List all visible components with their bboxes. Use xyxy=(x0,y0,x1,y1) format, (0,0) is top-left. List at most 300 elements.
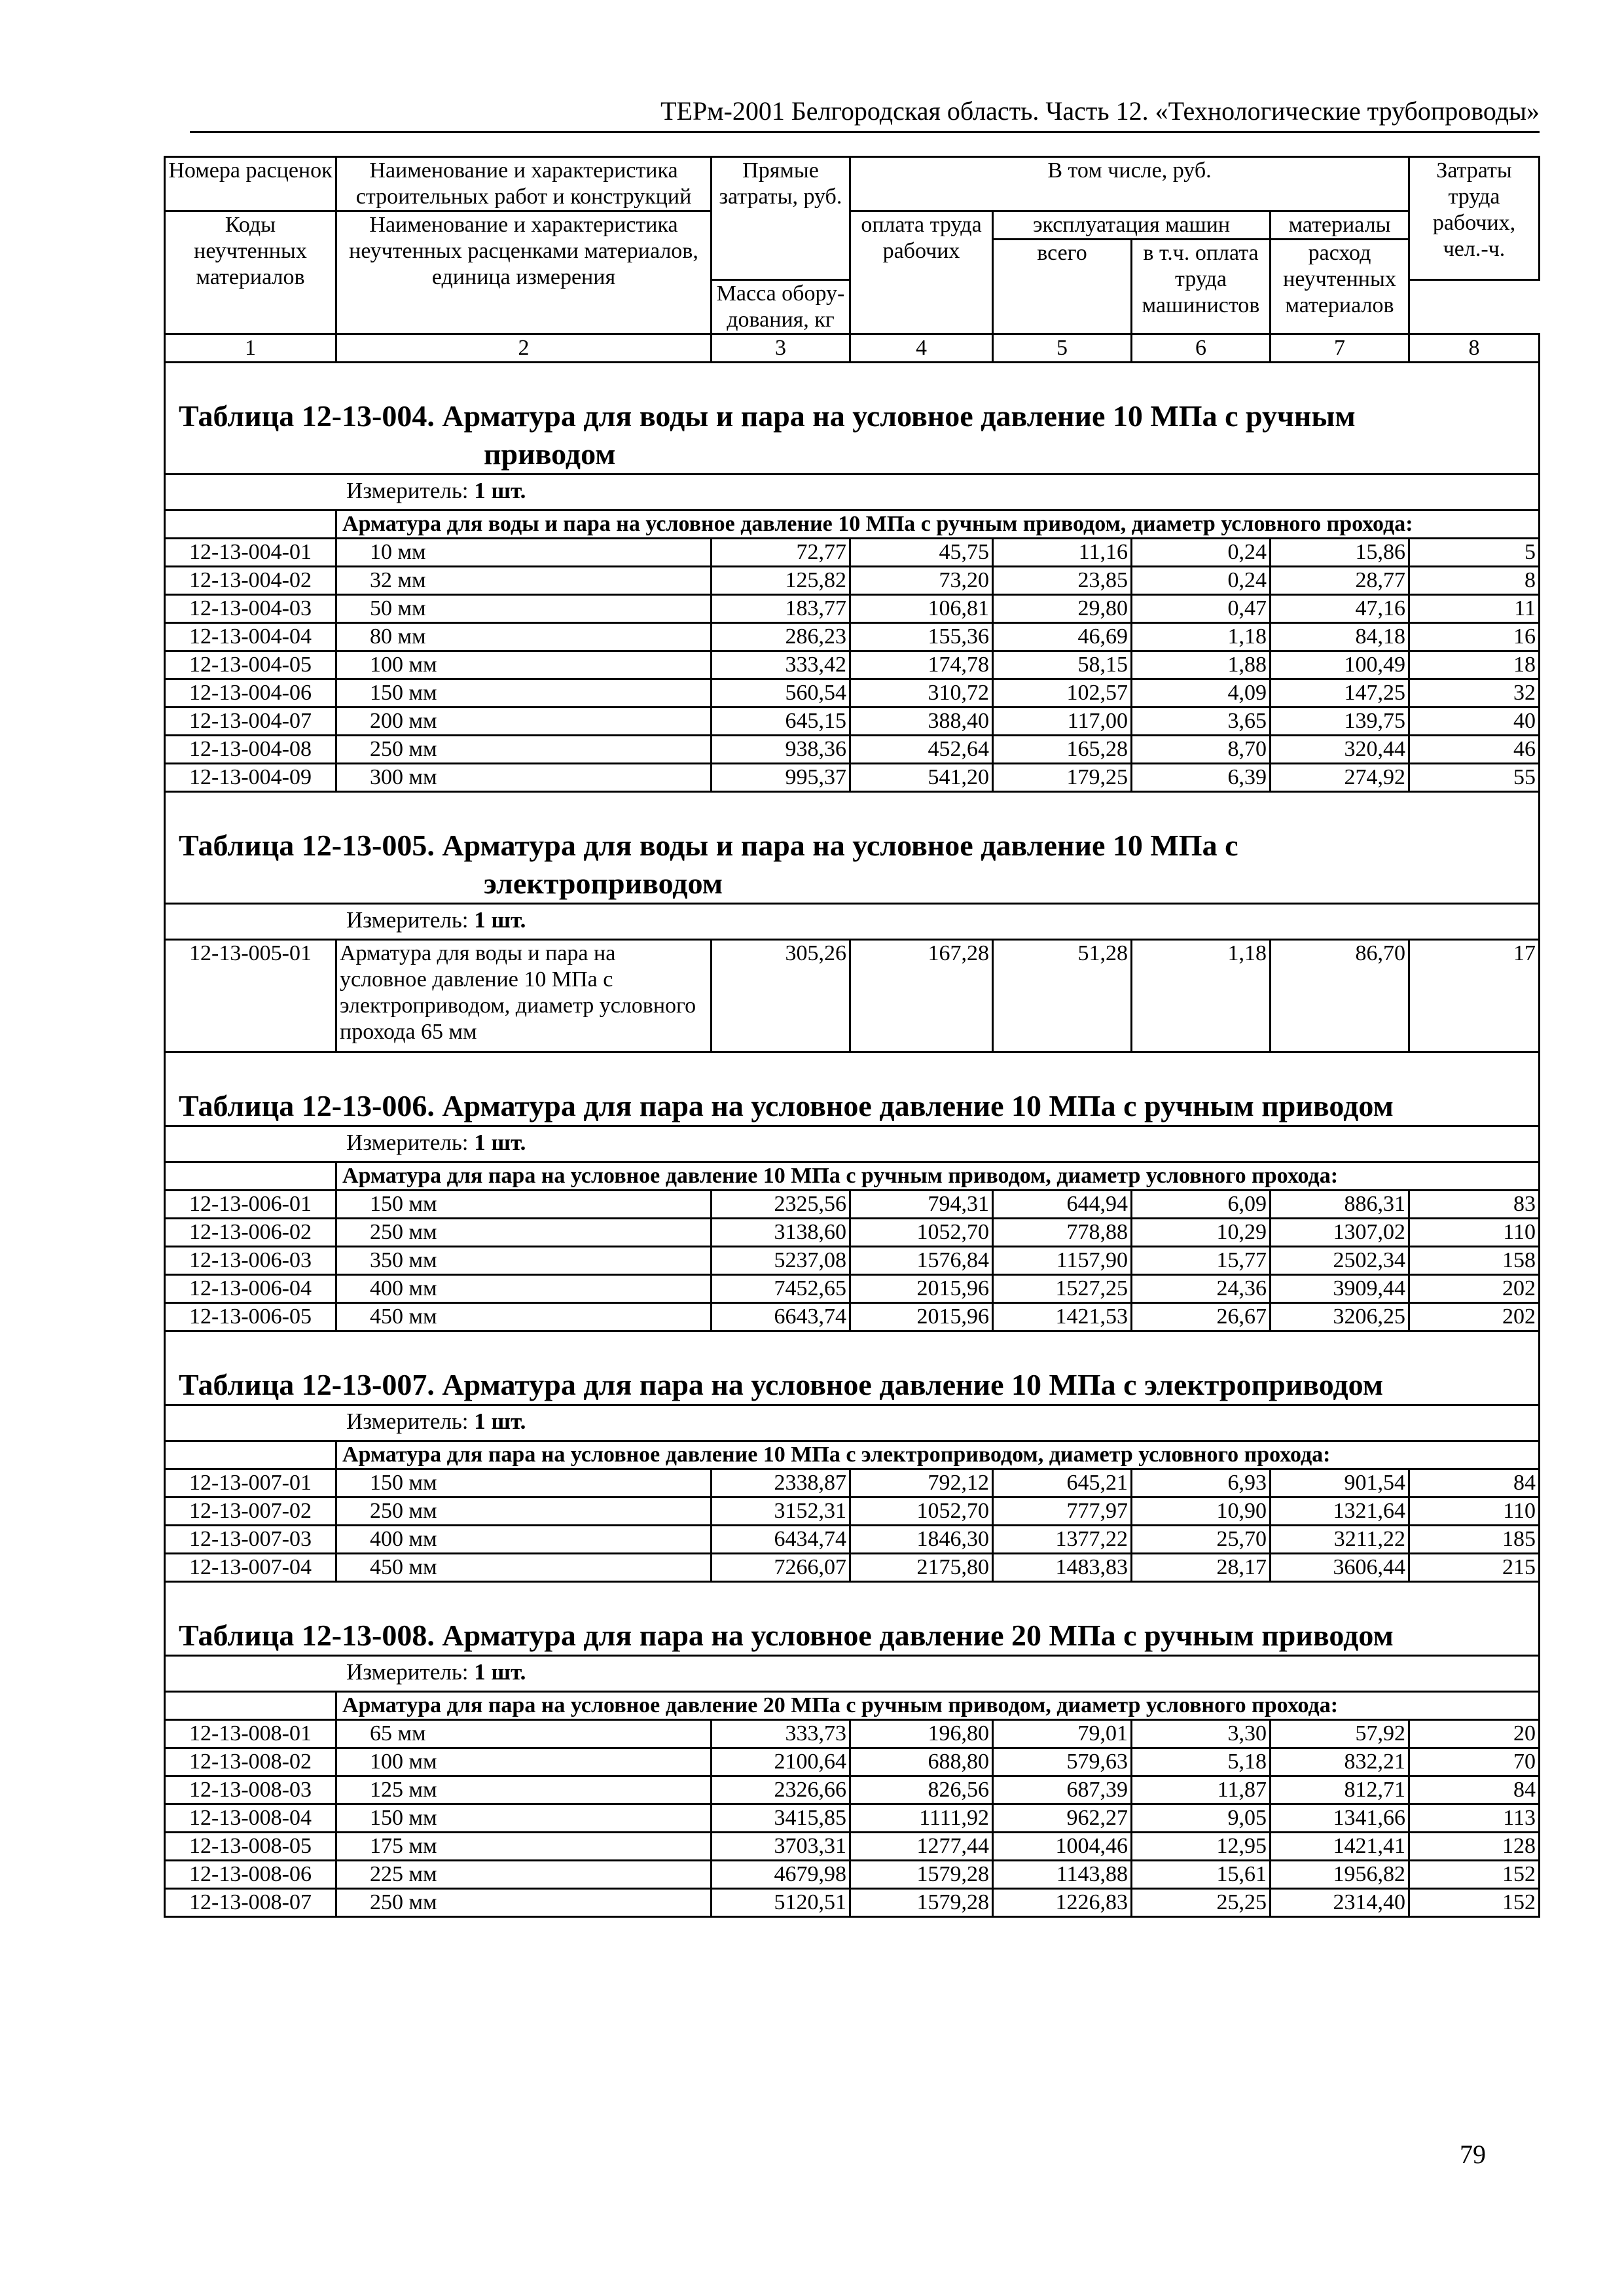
direct-costs-cell: 305,26 xyxy=(712,940,850,1052)
operator-pay-cell: 1,18 xyxy=(1132,623,1271,651)
materials-cost-cell: 84,18 xyxy=(1271,623,1409,651)
labor-hours-cell: 84 xyxy=(1409,1469,1540,1498)
rate-code-cell: 12-13-004-06 xyxy=(165,679,336,708)
direct-costs-cell: 6434,74 xyxy=(712,1526,850,1554)
operator-pay-cell: 0,24 xyxy=(1132,567,1271,595)
page-number: 79 xyxy=(1460,2140,1486,2169)
col-materials-header: расход неучтенных материалов xyxy=(1271,240,1409,334)
operator-pay-cell: 5,18 xyxy=(1132,1748,1271,1776)
direct-costs-cell: 3703,31 xyxy=(712,1833,850,1861)
materials-cost-cell: 2314,40 xyxy=(1271,1889,1409,1917)
section-title-line: Таблица 12-13-005. Арматура для воды и пара на условное давление 10 МПа с xyxy=(179,829,1238,862)
operator-pay-cell: 8,70 xyxy=(1132,736,1271,764)
work-name-cell: 400 мм xyxy=(336,1275,712,1303)
direct-costs-cell: 2326,66 xyxy=(712,1776,850,1804)
running-header: ТЕРм-2001 Белгородская область. Часть 12. «Технологические трубопроводы» xyxy=(190,96,1540,133)
rate-code-cell: 12-13-006-02 xyxy=(165,1219,336,1247)
labor-hours-cell: 202 xyxy=(1409,1303,1540,1331)
table-row xyxy=(165,1720,1540,1748)
labor-hours-cell: 158 xyxy=(1409,1247,1540,1275)
operator-pay-cell: 1,18 xyxy=(1132,940,1271,1052)
rate-code-cell: 12-13-008-05 xyxy=(165,1833,336,1861)
rate-code-cell: 12-13-007-02 xyxy=(165,1498,336,1526)
work-name-cell: 450 мм xyxy=(336,1554,712,1582)
measure-label: Измеритель: xyxy=(346,478,469,503)
section-title-line: Таблица 12-13-007. Арматура для пара на условное давление 10 МПа с электроприводом xyxy=(179,1368,1384,1401)
materials-cost-cell: 147,25 xyxy=(1271,679,1409,708)
materials-cost-cell: 274,92 xyxy=(1271,764,1409,792)
materials-cost-cell: 320,44 xyxy=(1271,736,1409,764)
operator-pay-cell: 10,90 xyxy=(1132,1498,1271,1526)
labor-hours-cell: 152 xyxy=(1409,1861,1540,1889)
col-number: 6 xyxy=(1132,334,1271,363)
col-number: 2 xyxy=(336,334,712,363)
col-number: 8 xyxy=(1409,334,1540,363)
machines-total-cell: 79,01 xyxy=(993,1720,1132,1748)
machines-total-cell: 117,00 xyxy=(993,708,1132,736)
worker-pay-cell: 2015,96 xyxy=(850,1275,993,1303)
col-work-name-header: Наименование и характеристика строительных работ и конструкций xyxy=(336,157,712,211)
table-row xyxy=(165,1804,1540,1833)
table-row xyxy=(165,940,1540,1052)
table-row xyxy=(165,595,1540,623)
work-name-cell: 50 мм xyxy=(336,595,712,623)
work-name-cell: 100 мм xyxy=(336,651,712,679)
machines-total-cell: 165,28 xyxy=(993,736,1132,764)
labor-hours-cell: 18 xyxy=(1409,651,1540,679)
labor-hours-cell: 113 xyxy=(1409,1804,1540,1833)
labor-hours-cell: 17 xyxy=(1409,940,1540,1052)
operator-pay-cell: 26,67 xyxy=(1132,1303,1271,1331)
operator-pay-cell: 0,47 xyxy=(1132,595,1271,623)
labor-hours-cell: 215 xyxy=(1409,1554,1540,1582)
section-title xyxy=(165,1052,1540,1126)
col-material-codes-header: Коды неучтенных материалов xyxy=(165,211,336,334)
work-name-cell: 150 мм xyxy=(336,1191,712,1219)
direct-costs-cell: 3138,60 xyxy=(712,1219,850,1247)
measure-value: 1 шт. xyxy=(474,1408,526,1434)
section-title-line: Таблица 12-13-006. Арматура для пара на условное давление 10 МПа с ручным приводом xyxy=(179,1089,1394,1122)
machines-total-cell: 58,15 xyxy=(993,651,1132,679)
machines-total-cell: 1377,22 xyxy=(993,1526,1132,1554)
group-title: Арматура для пара на условное давление 10 МПа с ручным приводом, диаметр условного прохода: xyxy=(336,1162,1540,1191)
direct-costs-cell: 7452,65 xyxy=(712,1275,850,1303)
work-name-cell: 150 мм xyxy=(336,1469,712,1498)
measure-value: 1 шт. xyxy=(474,1659,526,1685)
table-row xyxy=(165,1833,1540,1861)
direct-costs-cell: 4679,98 xyxy=(712,1861,850,1889)
col-machines-total-header: всего xyxy=(993,240,1132,334)
section-title-row xyxy=(165,363,1540,475)
rate-code-cell: 12-13-007-04 xyxy=(165,1554,336,1582)
materials-cost-cell: 57,92 xyxy=(1271,1720,1409,1748)
operator-pay-cell: 15,77 xyxy=(1132,1247,1271,1275)
operator-pay-cell: 15,61 xyxy=(1132,1861,1271,1889)
work-name-cell: 10 мм xyxy=(336,539,712,567)
table-row xyxy=(165,1554,1540,1582)
table-row xyxy=(165,651,1540,679)
section-title xyxy=(165,363,1540,475)
labor-hours-cell: 55 xyxy=(1409,764,1540,792)
machines-total-cell: 962,27 xyxy=(993,1804,1132,1833)
operator-pay-cell: 1,88 xyxy=(1132,651,1271,679)
rate-code-cell: 12-13-006-05 xyxy=(165,1303,336,1331)
work-name-cell: 32 мм xyxy=(336,567,712,595)
rate-code-cell: 12-13-004-07 xyxy=(165,708,336,736)
machines-total-cell: 46,69 xyxy=(993,623,1132,651)
operator-pay-cell: 0,24 xyxy=(1132,539,1271,567)
rate-code-cell: 12-13-004-01 xyxy=(165,539,336,567)
machines-total-cell: 687,39 xyxy=(993,1776,1132,1804)
group-title: Арматура для пара на условное давление 20 МПа с ручным приводом, диаметр условного прохода: xyxy=(336,1692,1540,1720)
measure-value: 1 шт. xyxy=(474,1130,526,1155)
work-name-cell: 250 мм xyxy=(336,1889,712,1917)
machines-total-cell: 777,97 xyxy=(993,1498,1132,1526)
materials-cost-cell: 886,31 xyxy=(1271,1191,1409,1219)
machines-total-cell: 1157,90 xyxy=(993,1247,1132,1275)
operator-pay-cell: 4,09 xyxy=(1132,679,1271,708)
section-title-line: приводом xyxy=(484,437,616,471)
labor-hours-cell: 84 xyxy=(1409,1776,1540,1804)
worker-pay-cell: 1052,70 xyxy=(850,1219,993,1247)
table-row xyxy=(165,1247,1540,1275)
labor-hours-cell: 152 xyxy=(1409,1889,1540,1917)
measure-label: Измеритель: xyxy=(346,1408,469,1434)
rates-document xyxy=(164,156,1538,1918)
machines-total-cell: 102,57 xyxy=(993,679,1132,708)
worker-pay-cell: 388,40 xyxy=(850,708,993,736)
rates-table xyxy=(164,156,1540,1918)
table-row xyxy=(165,736,1540,764)
col-worker-pay-header: оплата труда рабочих xyxy=(850,211,993,334)
labor-hours-cell: 5 xyxy=(1409,539,1540,567)
rate-code-cell: 12-13-004-09 xyxy=(165,764,336,792)
rate-code-cell: 12-13-007-01 xyxy=(165,1469,336,1498)
materials-cost-cell: 1321,64 xyxy=(1271,1498,1409,1526)
direct-costs-cell: 2100,64 xyxy=(712,1748,850,1776)
work-name-cell: 200 мм xyxy=(336,708,712,736)
rate-code-cell: 12-13-007-03 xyxy=(165,1526,336,1554)
worker-pay-cell: 167,28 xyxy=(850,940,993,1052)
table-row xyxy=(165,1191,1540,1219)
materials-cost-cell: 1956,82 xyxy=(1271,1861,1409,1889)
machines-total-cell: 579,63 xyxy=(993,1748,1132,1776)
col-equipment-mass-header: Масса обору-дования, кг xyxy=(712,280,850,334)
labor-hours-cell: 83 xyxy=(1409,1191,1540,1219)
machines-total-cell: 1143,88 xyxy=(993,1861,1132,1889)
section-title-line: Таблица 12-13-004. Арматура для воды и пара на условное давление 10 МПа с ручным xyxy=(179,399,1356,433)
labor-hours-cell: 128 xyxy=(1409,1833,1540,1861)
materials-cost-cell: 2502,34 xyxy=(1271,1247,1409,1275)
labor-hours-cell: 40 xyxy=(1409,708,1540,736)
direct-costs-cell: 72,77 xyxy=(712,539,850,567)
including-header: В том числе, руб. xyxy=(850,157,1409,211)
worker-pay-cell: 794,31 xyxy=(850,1191,993,1219)
measure-value: 1 шт. xyxy=(474,907,526,933)
operator-pay-cell: 3,65 xyxy=(1132,708,1271,736)
rate-code-cell: 12-13-006-01 xyxy=(165,1191,336,1219)
direct-costs-cell: 333,42 xyxy=(712,651,850,679)
measure-row xyxy=(165,904,1540,940)
direct-costs-cell: 995,37 xyxy=(712,764,850,792)
measure-row xyxy=(165,475,1540,511)
measure-value: 1 шт. xyxy=(474,478,526,503)
operator-pay-cell: 25,25 xyxy=(1132,1889,1271,1917)
rate-code-cell: 12-13-008-02 xyxy=(165,1748,336,1776)
labor-hours-cell: 8 xyxy=(1409,567,1540,595)
labor-hours-cell: 70 xyxy=(1409,1748,1540,1776)
labor-hours-cell: 32 xyxy=(1409,679,1540,708)
table-row xyxy=(165,1861,1540,1889)
table-row xyxy=(165,1498,1540,1526)
work-name-cell: 150 мм xyxy=(336,1804,712,1833)
direct-costs-cell: 3152,31 xyxy=(712,1498,850,1526)
worker-pay-cell: 45,75 xyxy=(850,539,993,567)
table-row xyxy=(165,623,1540,651)
table-row xyxy=(165,1889,1540,1917)
table-row xyxy=(165,764,1540,792)
col-number: 4 xyxy=(850,334,993,363)
operator-pay-cell: 9,05 xyxy=(1132,1804,1271,1833)
section-title-row xyxy=(165,1582,1540,1656)
materials-cost-cell: 1421,41 xyxy=(1271,1833,1409,1861)
worker-pay-cell: 310,72 xyxy=(850,679,993,708)
materials-cost-cell: 1341,66 xyxy=(1271,1804,1409,1833)
table-row xyxy=(165,1748,1540,1776)
worker-pay-cell: 541,20 xyxy=(850,764,993,792)
worker-pay-cell: 2015,96 xyxy=(850,1303,993,1331)
work-name-cell: 65 мм xyxy=(336,1720,712,1748)
worker-pay-cell: 106,81 xyxy=(850,595,993,623)
worker-pay-cell: 688,80 xyxy=(850,1748,993,1776)
operator-pay-cell: 6,39 xyxy=(1132,764,1271,792)
section-title xyxy=(165,792,1540,904)
direct-costs-cell: 7266,07 xyxy=(712,1554,850,1582)
machines-total-cell: 1483,83 xyxy=(993,1554,1132,1582)
worker-pay-cell: 1277,44 xyxy=(850,1833,993,1861)
col-number: 7 xyxy=(1271,334,1409,363)
section-title-row xyxy=(165,1052,1540,1126)
worker-pay-cell: 196,80 xyxy=(850,1720,993,1748)
labor-hours-cell: 11 xyxy=(1409,595,1540,623)
worker-pay-cell: 1576,84 xyxy=(850,1247,993,1275)
work-name-cell: 225 мм xyxy=(336,1861,712,1889)
machines-total-cell: 1226,83 xyxy=(993,1889,1132,1917)
direct-costs-cell: 645,15 xyxy=(712,708,850,736)
group-code-cell xyxy=(165,1441,336,1469)
labor-hours-cell: 202 xyxy=(1409,1275,1540,1303)
materials-cost-cell: 15,86 xyxy=(1271,539,1409,567)
work-name-cell: 350 мм xyxy=(336,1247,712,1275)
direct-costs-cell: 560,54 xyxy=(712,679,850,708)
rate-code-cell: 12-13-005-01 xyxy=(165,940,336,1052)
worker-pay-cell: 792,12 xyxy=(850,1469,993,1498)
section-title xyxy=(165,1331,1540,1405)
table-row xyxy=(165,539,1540,567)
machines-total-cell: 1004,46 xyxy=(993,1833,1132,1861)
table-row xyxy=(165,1526,1540,1554)
direct-costs-cell: 5237,08 xyxy=(712,1247,850,1275)
group-title: Арматура для пара на условное давление 10 МПа с электроприводом, диаметр условного прохода: xyxy=(336,1441,1540,1469)
worker-pay-cell: 1579,28 xyxy=(850,1889,993,1917)
measure-label: Измеритель: xyxy=(346,1130,469,1155)
operator-pay-cell: 10,29 xyxy=(1132,1219,1271,1247)
work-name-cell: 150 мм xyxy=(336,679,712,708)
rate-code-cell: 12-13-004-02 xyxy=(165,567,336,595)
machines-total-cell: 778,88 xyxy=(993,1219,1132,1247)
col-material-name-header: Наименование и характеристика неучтенных расценками материалов, единица измерения xyxy=(336,211,712,334)
worker-pay-cell: 1052,70 xyxy=(850,1498,993,1526)
work-name-cell: 450 мм xyxy=(336,1303,712,1331)
table-row xyxy=(165,679,1540,708)
work-name-cell: 125 мм xyxy=(336,1776,712,1804)
section-title-row xyxy=(165,792,1540,904)
table-row xyxy=(165,567,1540,595)
materials-cost-cell: 832,21 xyxy=(1271,1748,1409,1776)
materials-header: материалы xyxy=(1271,211,1409,240)
worker-pay-cell: 73,20 xyxy=(850,567,993,595)
group-code-cell xyxy=(165,1692,336,1720)
rate-code-cell: 12-13-008-04 xyxy=(165,1804,336,1833)
work-name-cell: Арматура для воды и пара на условное давление 10 МПа с электроприводом, диаметр условного прохода 65 мм xyxy=(336,940,712,1052)
measure xyxy=(165,1405,1540,1441)
direct-costs-cell: 6643,74 xyxy=(712,1303,850,1331)
materials-cost-cell: 812,71 xyxy=(1271,1776,1409,1804)
labor-hours-cell: 110 xyxy=(1409,1498,1540,1526)
group-row xyxy=(165,1692,1540,1720)
section-title-row xyxy=(165,1331,1540,1405)
labor-hours-cell: 185 xyxy=(1409,1526,1540,1554)
operator-pay-cell: 28,17 xyxy=(1132,1554,1271,1582)
machines-total-cell: 23,85 xyxy=(993,567,1132,595)
materials-cost-cell: 28,77 xyxy=(1271,567,1409,595)
direct-costs-cell: 286,23 xyxy=(712,623,850,651)
col-number: 1 xyxy=(165,334,336,363)
work-name-cell: 250 мм xyxy=(336,1498,712,1526)
group-code-cell xyxy=(165,1162,336,1191)
table-row xyxy=(165,1469,1540,1498)
materials-cost-cell: 47,16 xyxy=(1271,595,1409,623)
labor-hours-cell: 46 xyxy=(1409,736,1540,764)
worker-pay-cell: 452,64 xyxy=(850,736,993,764)
materials-cost-cell: 3211,22 xyxy=(1271,1526,1409,1554)
materials-cost-cell: 86,70 xyxy=(1271,940,1409,1052)
materials-cost-cell: 1307,02 xyxy=(1271,1219,1409,1247)
worker-pay-cell: 1846,30 xyxy=(850,1526,993,1554)
table-row xyxy=(165,1776,1540,1804)
col-labor-hours-header: Затраты труда рабочих, чел.-ч. xyxy=(1409,157,1540,280)
operator-pay-cell: 3,30 xyxy=(1132,1720,1271,1748)
operator-pay-cell: 6,09 xyxy=(1132,1191,1271,1219)
operator-pay-cell: 11,87 xyxy=(1132,1776,1271,1804)
measure-label: Измеритель: xyxy=(346,907,469,933)
rate-code-cell: 12-13-008-06 xyxy=(165,1861,336,1889)
table-row xyxy=(165,708,1540,736)
work-name-cell: 175 мм xyxy=(336,1833,712,1861)
measure xyxy=(165,904,1540,940)
col-operator-pay-header: в т.ч. оплата труда машинистов xyxy=(1132,240,1271,334)
measure xyxy=(165,475,1540,511)
machines-total-cell: 11,16 xyxy=(993,539,1132,567)
worker-pay-cell: 155,36 xyxy=(850,623,993,651)
direct-costs-cell: 5120,51 xyxy=(712,1889,850,1917)
machines-total-cell: 51,28 xyxy=(993,940,1132,1052)
work-name-cell: 100 мм xyxy=(336,1748,712,1776)
materials-cost-cell: 139,75 xyxy=(1271,708,1409,736)
col-number: 3 xyxy=(712,334,850,363)
group-row xyxy=(165,1162,1540,1191)
materials-cost-cell: 3206,25 xyxy=(1271,1303,1409,1331)
work-name-cell: 400 мм xyxy=(336,1526,712,1554)
table-row xyxy=(165,1219,1540,1247)
direct-costs-cell: 125,82 xyxy=(712,567,850,595)
operator-pay-cell: 6,93 xyxy=(1132,1469,1271,1498)
direct-costs-cell: 183,77 xyxy=(712,595,850,623)
labor-hours-cell: 16 xyxy=(1409,623,1540,651)
col-direct-costs-header: Прямые затраты, руб. xyxy=(712,157,850,280)
group-title: Арматура для воды и пара на условное давление 10 МПа с ручным приводом, диаметр условного прохода: xyxy=(336,511,1540,539)
group-code-cell xyxy=(165,511,336,539)
rate-code-cell: 12-13-004-08 xyxy=(165,736,336,764)
measure-row xyxy=(165,1656,1540,1692)
worker-pay-cell: 1579,28 xyxy=(850,1861,993,1889)
direct-costs-cell: 333,73 xyxy=(712,1720,850,1748)
labor-hours-cell: 20 xyxy=(1409,1720,1540,1748)
machines-total-cell: 644,94 xyxy=(993,1191,1132,1219)
group-row xyxy=(165,511,1540,539)
materials-cost-cell: 3606,44 xyxy=(1271,1554,1409,1582)
measure xyxy=(165,1126,1540,1162)
section-title-line: электроприводом xyxy=(484,867,723,900)
rate-code-cell: 12-13-006-03 xyxy=(165,1247,336,1275)
worker-pay-cell: 826,56 xyxy=(850,1776,993,1804)
section-title xyxy=(165,1582,1540,1656)
materials-cost-cell: 100,49 xyxy=(1271,651,1409,679)
machines-total-cell: 29,80 xyxy=(993,595,1132,623)
group-row xyxy=(165,1441,1540,1469)
measure-row xyxy=(165,1405,1540,1441)
rate-code-cell: 12-13-004-05 xyxy=(165,651,336,679)
measure xyxy=(165,1656,1540,1692)
col-rate-numbers-header: Номера расценок xyxy=(165,157,336,211)
rate-code-cell: 12-13-004-03 xyxy=(165,595,336,623)
direct-costs-cell: 938,36 xyxy=(712,736,850,764)
worker-pay-cell: 1111,92 xyxy=(850,1804,993,1833)
rate-code-cell: 12-13-006-04 xyxy=(165,1275,336,1303)
machines-total-cell: 1527,25 xyxy=(993,1275,1132,1303)
worker-pay-cell: 2175,80 xyxy=(850,1554,993,1582)
table-row xyxy=(165,1303,1540,1331)
section-title-line: Таблица 12-13-008. Арматура для пара на условное давление 20 МПа с ручным приводом xyxy=(179,1619,1394,1652)
machines-total-cell: 645,21 xyxy=(993,1469,1132,1498)
operator-pay-cell: 12,95 xyxy=(1132,1833,1271,1861)
work-name-cell: 250 мм xyxy=(336,736,712,764)
machines-total-cell: 179,25 xyxy=(993,764,1132,792)
measure-label: Измеритель: xyxy=(346,1659,469,1685)
operator-pay-cell: 25,70 xyxy=(1132,1526,1271,1554)
materials-cost-cell: 3909,44 xyxy=(1271,1275,1409,1303)
work-name-cell: 250 мм xyxy=(336,1219,712,1247)
rate-code-cell: 12-13-008-03 xyxy=(165,1776,336,1804)
direct-costs-cell: 2338,87 xyxy=(712,1469,850,1498)
rate-code-cell: 12-13-008-01 xyxy=(165,1720,336,1748)
col-number: 5 xyxy=(993,334,1132,363)
labor-hours-cell: 110 xyxy=(1409,1219,1540,1247)
table-row xyxy=(165,1275,1540,1303)
rate-code-cell: 12-13-004-04 xyxy=(165,623,336,651)
worker-pay-cell: 174,78 xyxy=(850,651,993,679)
work-name-cell: 300 мм xyxy=(336,764,712,792)
